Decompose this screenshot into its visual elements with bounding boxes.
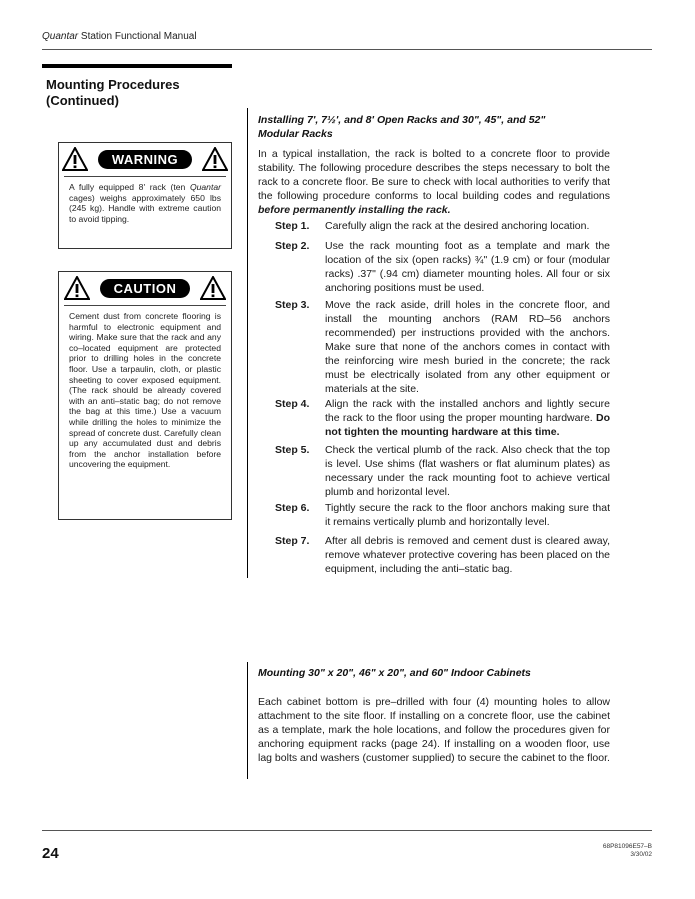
step-text: Carefully align the rack at the desired anchoring location. — [325, 220, 590, 232]
step-label: Step 5. — [275, 444, 310, 456]
section-title-line1: Mounting Procedures — [46, 77, 180, 92]
column-rule-upper — [247, 108, 248, 578]
caution-rule — [64, 305, 226, 306]
step-text: Use the rack mounting foot as a template and mark the location of the six (open racks) ¾" (1.9 cm) or four (modular racks) .37" (.94 cm) diameter mounting holes. All four or six anchoring positions must be used. — [325, 240, 610, 294]
step-label: Step 2. — [275, 240, 310, 252]
doc-date: 3/30/02 — [630, 851, 652, 858]
section-bar — [42, 64, 232, 68]
step-text: Move the rack aside, drill holes in the concrete floor, and install the mounting anchors (RAM RD–56 anchors recommended) per instructions provided with the anchors. Make sure that none of the anchors comes in contact with the reinforcing wire mesh buried in the concrete; the rack must be electrically isolated from any other equipment or materials at the site. — [325, 299, 610, 395]
step-text: Tightly secure the rack to the floor anchors making sure that it remains vertically plumb and horizontally level. — [325, 502, 610, 528]
cabinets-text — [258, 695, 610, 765]
column-rule-lower — [247, 662, 248, 779]
warning-box — [58, 142, 232, 249]
caution-label: CAUTION — [100, 279, 191, 298]
step-4 — [275, 397, 610, 439]
cabinets-paragraph: Each cabinet bottom is pre–drilled with four (4) mounting holes to allow attachment to the site floor. If installing on a concrete floor, use the cabinet as a template, mark the hole locations, and follow the procedures given for anchoring equipment racks (page 24). If installing on a wooden floor, use lag bolts and washers (customer supplied) to secure the cabinet to the floor. — [258, 696, 610, 764]
warning-label: WARNING — [98, 150, 192, 169]
running-header — [42, 31, 197, 42]
step-6 — [275, 501, 610, 529]
step-label: Step 7. — [275, 535, 310, 547]
section-title — [46, 77, 180, 109]
footer-rule — [42, 830, 652, 831]
step-1 — [275, 219, 610, 233]
header-rule — [42, 49, 652, 50]
caution-header — [59, 276, 231, 300]
warning-rule — [64, 176, 226, 177]
step-text: Check the vertical plumb of the rack. Also check that the top is level. Use shims (flat washers or flat aluminum plates) as necessary under the rack mounting foot to achieve vertical plumb and horizontal level. — [325, 444, 610, 498]
step-label: Step 4. — [275, 398, 310, 410]
racks-intro-text: In a typical installation, the rack is bolted to a concrete floor to provide stability. The following procedure describes the steps necessary to bolt the rack to a concrete floor. Be sure to check with local authorities to verify that the following procedure conforms to local building codes and regulations — [258, 148, 610, 202]
step-label: Step 6. — [275, 502, 310, 514]
step-bold: Do not tighten the mounting hardware at this time. — [325, 412, 610, 438]
step-label: Step 3. — [275, 299, 310, 311]
caution-box — [58, 271, 232, 520]
caution-text — [69, 311, 221, 470]
racks-intro — [258, 147, 610, 217]
warning-triangle-icon — [62, 147, 88, 171]
step-text: After all debris is removed and cement dust is cleared away, remove whatever protective covering has been placed on the equipment, including the anti–static bag. — [325, 535, 610, 575]
page-number: 24 — [42, 845, 59, 862]
warning-header — [59, 147, 231, 171]
step-label: Step 1. — [275, 220, 310, 232]
racks-heading: Installing 7', 7½', and 8' Open Racks and 30", 45", and 52" Modular Racks — [258, 114, 546, 140]
doc-number-block — [603, 843, 652, 859]
step-3 — [275, 298, 610, 396]
header-brand: Quantar — [42, 31, 79, 42]
warning-triangle-icon — [202, 147, 228, 171]
doc-number: 68P81096E57–B — [602, 843, 652, 850]
step-5 — [275, 443, 610, 499]
header-title: Station Functional Manual — [78, 31, 197, 42]
step-2 — [275, 239, 610, 295]
warning-text-a: A fully equipped 8' rack (ten — [69, 182, 190, 192]
step-text: Align the rack with the installed anchors and lightly secure the rack to the floor using the proper mounting hardware. — [325, 398, 610, 424]
caution-paragraph: Cement dust from concrete flooring is harmful to electronic equipment and wiring. Make sure that the rack and any co–located equipment are protected prior to drilling holes in the concrete floor. Use a tarpaulin, cloth, or plastic sheeting to cover exposed equipment. (The rack should be already covered with an anti–static bag; do not remove the bag at this time.) Use a vacuum while drilling the holes to minimize the spread of concrete dust. Carefully clean up any accumulated dust and debris from the anchor installation before uncovering the equipment. — [69, 311, 221, 470]
racks-intro-bold: before permanently installing the rack. — [258, 204, 451, 216]
warning-text-b: cages) weighs approximately 650 lbs (245 kg). Handle with extreme caution to avoid tipping. — [69, 192, 221, 224]
warning-text-italic: Quantar — [189, 182, 221, 192]
section-title-line2: (Continued) — [46, 93, 119, 108]
caution-triangle-icon — [200, 276, 226, 300]
warning-text — [69, 182, 221, 224]
step-7 — [275, 534, 610, 576]
cabinets-heading: Mounting 30" x 20", 46" x 20", and 60" Indoor Cabinets — [258, 667, 531, 679]
caution-triangle-icon — [64, 276, 90, 300]
